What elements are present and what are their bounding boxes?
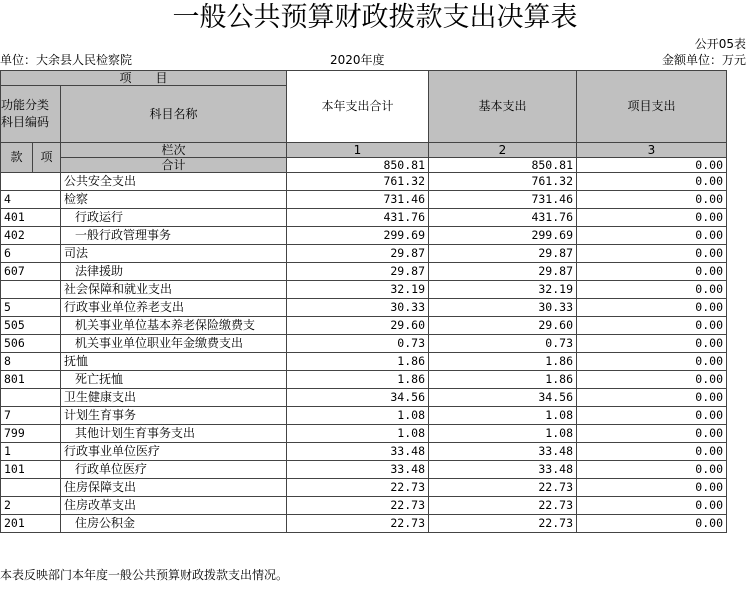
row-name: 法律援助 (61, 263, 287, 281)
row-name: 行政事业单位养老支出 (61, 299, 287, 317)
row-total: 32.19 (287, 281, 429, 299)
row-code (1, 173, 61, 191)
row-total: 30.33 (287, 299, 429, 317)
table-row (1, 479, 727, 497)
table-row (1, 281, 727, 299)
row-code (1, 479, 61, 497)
table-row (1, 299, 727, 317)
code-group-header: 功能分类 科目编码 (1, 86, 61, 143)
row-project: 0.00 (577, 299, 727, 317)
row-total: 22.73 (287, 497, 429, 515)
table-row (1, 335, 727, 353)
row-project: 0.00 (577, 227, 727, 245)
table-row (1, 173, 727, 191)
amount-unit: 金额单位：万元 (661, 53, 746, 67)
xiang-header: 项 (33, 143, 61, 173)
row-basic: 431.76 (429, 209, 577, 227)
row-project: 0.00 (577, 245, 727, 263)
row-code: 101 (1, 461, 61, 479)
name-column-header: 科目名称 (61, 86, 287, 143)
table-row (1, 389, 727, 407)
total-sum: 850.81 (287, 158, 429, 173)
row-basic: 29.60 (429, 317, 577, 335)
row-basic: 1.86 (429, 353, 577, 371)
row-basic: 33.48 (429, 461, 577, 479)
heji-label: 合计 (61, 158, 287, 173)
row-code: 506 (1, 335, 61, 353)
row-basic: 33.48 (429, 443, 577, 461)
row-project: 0.00 (577, 515, 727, 533)
row-basic: 299.69 (429, 227, 577, 245)
lanci-label: 栏次 (61, 143, 287, 158)
kuan-header: 款 (1, 143, 33, 173)
row-project: 0.00 (577, 389, 727, 407)
table-row (1, 515, 727, 533)
row-project: 0.00 (577, 191, 727, 209)
basic-column-header: 基本支出 (429, 71, 577, 143)
table-row (1, 425, 727, 443)
row-project: 0.00 (577, 281, 727, 299)
report-title: 一般公共预算财政拨款支出决算表 (172, 2, 578, 33)
row-name: 一般行政管理事务 (61, 227, 287, 245)
row-code: 8 (1, 353, 61, 371)
row-name: 司法 (61, 245, 287, 263)
table-row (1, 497, 727, 515)
expenditure-table (0, 70, 727, 533)
row-total: 431.76 (287, 209, 429, 227)
table-row (1, 443, 727, 461)
row-code: 801 (1, 371, 61, 389)
row-code: 799 (1, 425, 61, 443)
form-number: 公开05表 (694, 37, 746, 51)
row-code: 2 (1, 497, 61, 515)
row-code: 5 (1, 299, 61, 317)
row-code: 4 (1, 191, 61, 209)
row-total: 731.46 (287, 191, 429, 209)
row-basic: 761.32 (429, 173, 577, 191)
row-name: 其他计划生育事务支出 (61, 425, 287, 443)
row-total: 761.32 (287, 173, 429, 191)
row-code: 6 (1, 245, 61, 263)
row-total: 22.73 (287, 479, 429, 497)
row-name: 计划生育事务 (61, 407, 287, 425)
project-column-header: 项目支出 (577, 71, 727, 143)
row-basic: 0.73 (429, 335, 577, 353)
table-row (1, 191, 727, 209)
row-total: 1.86 (287, 371, 429, 389)
row-basic: 29.87 (429, 245, 577, 263)
row-name: 住房保障支出 (61, 479, 287, 497)
table-row (1, 461, 727, 479)
table-row (1, 371, 727, 389)
row-name: 卫生健康支出 (61, 389, 287, 407)
row-name: 行政事业单位医疗 (61, 443, 287, 461)
row-project: 0.00 (577, 407, 727, 425)
row-total: 33.48 (287, 461, 429, 479)
row-project: 0.00 (577, 479, 727, 497)
row-project: 0.00 (577, 425, 727, 443)
row-project: 0.00 (577, 173, 727, 191)
report-year: 2020年度 (330, 53, 385, 67)
row-code: 7 (1, 407, 61, 425)
unit-label: 单位：大余县人民检察院 (0, 53, 133, 67)
row-project: 0.00 (577, 209, 727, 227)
table-row (1, 263, 727, 281)
total-column-header: 本年支出合计 (287, 71, 429, 143)
row-basic: 22.73 (429, 479, 577, 497)
row-total: 29.87 (287, 245, 429, 263)
row-project: 0.00 (577, 371, 727, 389)
row-code: 201 (1, 515, 61, 533)
row-name: 抚恤 (61, 353, 287, 371)
row-name: 住房改革支出 (61, 497, 287, 515)
row-name: 检察 (61, 191, 287, 209)
footer-note: 本表反映部门本年度一般公共预算财政拨款支出情况。 (0, 568, 289, 582)
row-code: 1 (1, 443, 61, 461)
row-name: 公共安全支出 (61, 173, 287, 191)
project-sum: 0.00 (577, 158, 727, 173)
row-project: 0.00 (577, 263, 727, 281)
row-total: 1.08 (287, 425, 429, 443)
row-project: 0.00 (577, 335, 727, 353)
row-total: 34.56 (287, 389, 429, 407)
row-total: 0.73 (287, 335, 429, 353)
col-number-1: 1 (287, 143, 429, 158)
row-basic: 1.08 (429, 407, 577, 425)
table-row (1, 407, 727, 425)
row-code (1, 389, 61, 407)
row-total: 22.73 (287, 515, 429, 533)
col-number-2: 2 (429, 143, 577, 158)
row-name: 住房公积金 (61, 515, 287, 533)
basic-sum: 850.81 (429, 158, 577, 173)
row-basic: 731.46 (429, 191, 577, 209)
row-name: 社会保障和就业支出 (61, 281, 287, 299)
row-project: 0.00 (577, 461, 727, 479)
row-basic: 34.56 (429, 389, 577, 407)
row-total: 1.86 (287, 353, 429, 371)
col-number-3: 3 (577, 143, 727, 158)
row-basic: 30.33 (429, 299, 577, 317)
item-group-header: 项 目 (1, 71, 287, 86)
row-project: 0.00 (577, 317, 727, 335)
row-code: 401 (1, 209, 61, 227)
row-total: 1.08 (287, 407, 429, 425)
row-name: 机关事业单位基本养老保险缴费支 (61, 317, 287, 335)
row-total: 33.48 (287, 443, 429, 461)
row-code: 505 (1, 317, 61, 335)
row-basic: 29.87 (429, 263, 577, 281)
row-basic: 22.73 (429, 515, 577, 533)
row-project: 0.00 (577, 497, 727, 515)
table-row (1, 317, 727, 335)
table-row (1, 245, 727, 263)
row-project: 0.00 (577, 443, 727, 461)
row-code: 402 (1, 227, 61, 245)
row-basic: 22.73 (429, 497, 577, 515)
row-name: 行政运行 (61, 209, 287, 227)
table-row (1, 209, 727, 227)
row-total: 29.87 (287, 263, 429, 281)
row-basic: 1.08 (429, 425, 577, 443)
row-project: 0.00 (577, 353, 727, 371)
row-name: 机关事业单位职业年金缴费支出 (61, 335, 287, 353)
row-total: 29.60 (287, 317, 429, 335)
row-basic: 1.86 (429, 371, 577, 389)
table-row (1, 227, 727, 245)
row-total: 299.69 (287, 227, 429, 245)
row-code: 607 (1, 263, 61, 281)
row-basic: 32.19 (429, 281, 577, 299)
row-code (1, 281, 61, 299)
row-name: 行政单位医疗 (61, 461, 287, 479)
row-name: 死亡抚恤 (61, 371, 287, 389)
table-row (1, 353, 727, 371)
